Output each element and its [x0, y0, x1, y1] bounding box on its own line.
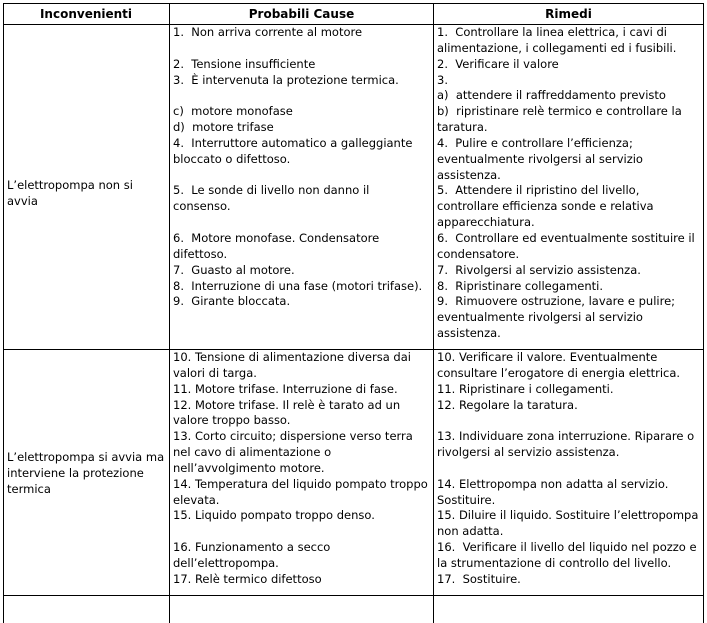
row-2-rimedi: [437, 350, 701, 588]
rimedi-line: eventualmente rivolgersi al servizio: [437, 151, 643, 166]
rimedi-line: 8. Ripristinare collegamenti.: [437, 278, 604, 293]
rimedi-line: controllare efficienza sonde e relativa: [437, 199, 654, 214]
rimedi-line: non adatta.: [437, 524, 504, 539]
cause-line: [173, 215, 431, 231]
rimedi-line: alimentazione, i collegamenti ed i fusibili.: [437, 40, 677, 55]
cause-line: difettoso.: [173, 246, 228, 261]
cause-line: nell’avvolgimento motore.: [173, 460, 325, 475]
table-border-right: [703, 3, 704, 623]
cause-line: valori di targa.: [173, 365, 257, 380]
cause-line: 3. È intervenuta la protezione termica.: [173, 72, 399, 87]
rimedi-line: 5. Attendere il ripristino del livello,: [437, 183, 640, 198]
cause-line: 9. Girante bloccata.: [173, 294, 291, 309]
rimedi-line: la strumentazione di controllo del livello.: [437, 555, 672, 570]
rimedi-line: 16. Verificare il livello del liquido nel pozzo e: [437, 540, 697, 555]
cause-line: 4. Interruttore automatico a galleggiante: [173, 135, 413, 150]
row-2-inconveniente: [7, 449, 167, 497]
troubleshooting-table: [3, 3, 704, 623]
cause-line: [173, 524, 431, 540]
cause-line: 10. Tensione di alimentazione diversa dai: [173, 350, 411, 364]
rimedi-line: 17. Sostituire.: [437, 571, 521, 586]
rimedi-line: [437, 461, 701, 477]
rimedi-line: 6. Controllare ed eventualmente sostituire il: [437, 230, 695, 245]
inconveniente-line: interviene la protezione: [7, 466, 144, 480]
column-divider-1: [169, 3, 170, 623]
rimedi-line: 13. Individuare zona interruzione. Riparare o: [437, 429, 695, 444]
cause-line: [173, 168, 431, 184]
cause-line: dell’elettropompa.: [173, 555, 279, 570]
inconveniente-line: L’elettropompa si avvia ma: [7, 450, 165, 464]
cause-line: [173, 41, 431, 57]
cause-line: d) motore trifase: [173, 120, 274, 135]
cause-line: elevata.: [173, 492, 220, 507]
rimedi-line: 7. Rivolgersi al servizio assistenza.: [437, 262, 641, 277]
cause-line: 12. Motore trifase. Il relè è tarato ad un: [173, 397, 401, 412]
cause-line: c) motore monofase: [173, 104, 293, 119]
rimedi-line: 14. Elettropompa non adatta al servizio.: [437, 476, 669, 491]
rimedi-line: Sostituire.: [437, 492, 496, 507]
cause-line: [173, 88, 431, 104]
rimedi-line: [437, 413, 701, 429]
rimedi-line: b) ripristinare relè termico e controllare la: [437, 104, 682, 119]
inconveniente-line: L’elettropompa non si avvia: [7, 178, 133, 208]
cause-line: 6. Motore monofase. Condensatore: [173, 230, 380, 245]
header-inconvenienti: Inconvenienti: [39, 7, 133, 21]
inconveniente-line: termica: [7, 482, 51, 496]
cause-line: 2. Tensione insufficiente: [173, 56, 316, 71]
cause-line: 17. Relè termico difettoso: [173, 571, 322, 586]
cause-line: 7. Guasto al motore.: [173, 262, 295, 277]
cause-line: bloccato o difettoso.: [173, 151, 291, 166]
rimedi-line: taratura.: [437, 120, 488, 135]
cause-line: 14. Temperatura del liquido pompato troppo: [173, 476, 428, 491]
rimedi-line: 9. Rimuovere ostruzione, lavare e pulire;: [437, 294, 676, 309]
row-1-inconveniente: [7, 177, 167, 209]
cause-line: nel cavo di alimentazione o: [173, 445, 332, 460]
rimedi-line: rivolgersi al servizio assistenza.: [437, 445, 620, 460]
table-border-left: [3, 3, 4, 623]
rimedi-line: 15. Diluire il liquido. Sostituire l’elettropompa: [437, 508, 699, 523]
row-1-probabili-cause: [173, 25, 431, 310]
rimedi-line: assistenza.: [437, 326, 501, 341]
rimedi-line: consultare l’erogatore di energia elettrica.: [437, 365, 681, 380]
cause-line: 1. Non arriva corrente al motore: [173, 25, 363, 39]
cause-line: 13. Corto circuito; dispersione verso terra: [173, 429, 413, 444]
cause-line: consenso.: [173, 199, 231, 214]
rimedi-line: 1. Controllare la linea elettrica, i cavi di: [437, 25, 667, 39]
row-1-rimedi: [437, 25, 701, 342]
rimedi-line: 4. Pulire e controllare l’efficienza;: [437, 135, 633, 150]
cause-line: 15. Liquido pompato troppo denso.: [173, 508, 375, 523]
cause-line: valore troppo basso.: [173, 413, 291, 428]
row-divider-2: [3, 595, 704, 596]
cause-line: 8. Interruzione di una fase (motori trifase).: [173, 278, 423, 293]
rimedi-line: 10. Verificare il valore. Eventualmente: [437, 350, 658, 364]
row-2-probabili-cause: [173, 350, 431, 588]
cause-line: 11. Motore trifase. Interruzione di fase.: [173, 381, 398, 396]
rimedi-line: a) attendere il raffreddamento previsto: [437, 88, 666, 103]
rimedi-line: eventualmente rivolgersi al servizio: [437, 310, 643, 325]
cause-line: 5. Le sonde di livello non danno il: [173, 183, 370, 198]
column-divider-2: [433, 3, 434, 623]
rimedi-line: 12. Regolare la taratura.: [437, 397, 578, 412]
header-probabili-cause: Probabili Cause: [248, 7, 355, 21]
cause-line: 16. Funzionamento a secco: [173, 540, 331, 555]
rimedi-line: 3.: [437, 72, 448, 87]
rimedi-line: 2. Verificare il valore: [437, 56, 559, 71]
rimedi-line: 11. Ripristinare i collegamenti.: [437, 381, 614, 396]
rimedi-line: condensatore.: [437, 246, 520, 261]
rimedi-line: apparecchiatura.: [437, 215, 535, 230]
rimedi-line: assistenza.: [437, 167, 501, 182]
header-rimedi: Rimedi: [545, 7, 592, 21]
